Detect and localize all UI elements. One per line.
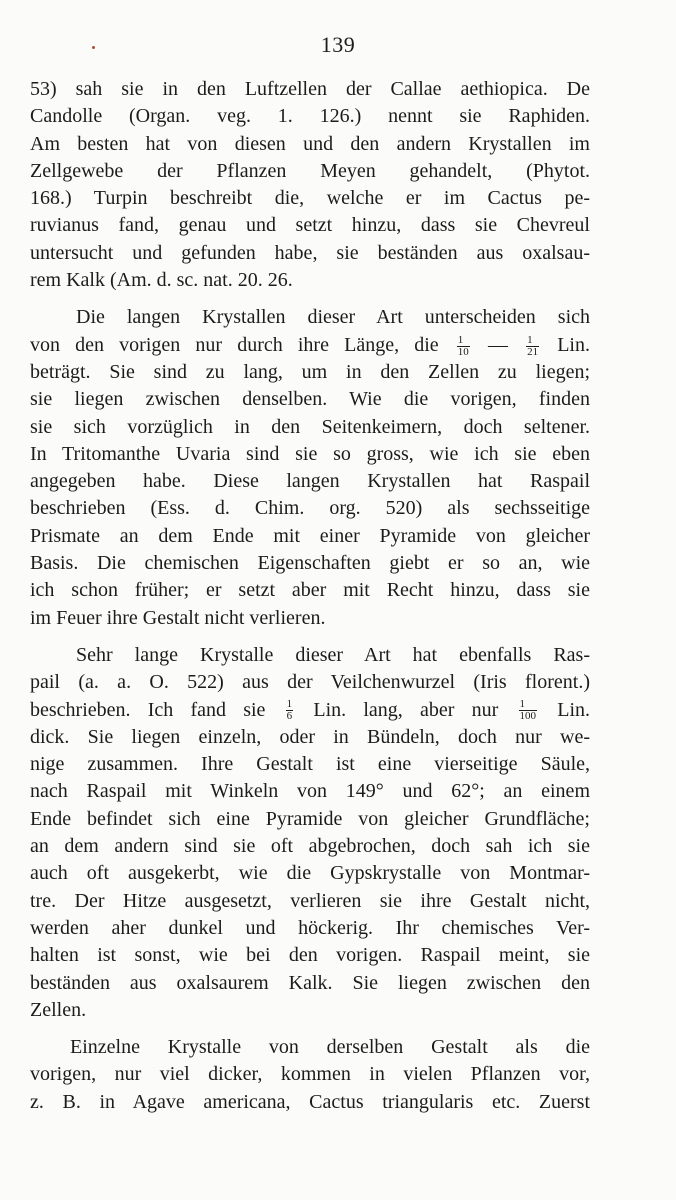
- fraction: [286, 699, 294, 722]
- text-line: Ende befindet sich eine Pyramide von gleicher Grundfläche;: [30, 807, 590, 830]
- text-line: Zellen.: [30, 998, 87, 1021]
- text-line: sie liegen zwischen denselben. Wie die vorigen, finden: [30, 388, 590, 411]
- fraction-numerator: 1: [457, 335, 470, 347]
- text-line: im Feuer ihre Gestalt nicht verlieren.: [30, 606, 326, 629]
- text-line: auch oft ausgekerbt, wie die Gypskrystalle von Montmar-: [30, 862, 590, 885]
- text-segment: von den vorigen nur durch ihre Länge, die: [30, 333, 439, 356]
- text-line: beschrieben (Ess. d. Chim. org. 520) als sechsseitige: [30, 497, 590, 520]
- text-line: rem Kalk (Am. d. sc. nat. 20. 26.: [30, 269, 293, 292]
- text-line: nach Raspail mit Winkeln von 149° und 62°; an einem: [30, 780, 590, 803]
- text-line: Einzelne Krystalle von derselben Gestalt als die: [70, 1036, 590, 1059]
- text-line: angegeben habe. Diese langen Krystallen hat Raspail: [30, 470, 590, 493]
- text-line: Die langen Krystallen dieser Art unterscheiden sich: [76, 306, 590, 329]
- text-line: pail (a. a. O. 522) aus der Veilchenwurzel (Iris florent.): [30, 671, 590, 694]
- text-line-with-fractions: [30, 697, 590, 724]
- text-line: Basis. Die chemischen Eigenschaften giebt er so an, wie: [30, 552, 590, 575]
- text-line: werden aher dunkel und höckerig. Ihr chemisches Ver-: [30, 916, 590, 939]
- text-line: beständen aus oxalsaurem Kalk. Sie liegen zwischen den: [30, 971, 590, 994]
- text-line: 53) sah sie in den Luftzellen der Callae aethiopica. De: [30, 78, 590, 100]
- text-line: dick. Sie liegen einzeln, oder in Bündeln, doch nur we-: [30, 725, 590, 748]
- fraction-denominator: 21: [527, 345, 539, 358]
- text-line: vorigen, nur viel dicker, kommen in vielen Pflanzen vor,: [30, 1063, 590, 1086]
- text-line: an dem andern sind sie oft abgebrochen, doch sah ich sie: [30, 835, 590, 858]
- text-line: ich schon früher; er setzt aber mit Recht hinzu, dass sie: [30, 579, 590, 602]
- text-line: 168.) Turpin beschreibt die, welche er im Cactus pe-: [30, 187, 590, 210]
- page-number: 139: [320, 32, 356, 57]
- text-segment: beschrieben. Ich fand sie: [30, 698, 266, 721]
- text-line: tre. Der Hitze ausgesetzt, verlieren sie ihre Gestalt nicht,: [30, 889, 590, 912]
- fraction-denominator: 6: [286, 710, 293, 723]
- fraction-numerator: 1: [526, 335, 539, 347]
- page-body: [30, 76, 590, 1116]
- text-line: halten ist sonst, wie bei den vorigen. Raspail meint, sie: [30, 944, 590, 967]
- text-line: Am besten hat von diesen und den andern Krystallen im: [30, 132, 590, 155]
- text-line: sie sich vorzüglich in den Seitenkeimern, doch seltener.: [30, 415, 590, 438]
- text-line: Zellgewebe der Pflanzen Meyen gehandelt, (Phytot.: [30, 159, 590, 182]
- fraction-numerator: 1: [286, 698, 293, 711]
- fraction-numerator: 1: [519, 699, 538, 711]
- text-line: Sehr lange Krystalle dieser Art hat ebenfalls Ras-: [76, 643, 590, 666]
- text-segment: Lin.: [557, 333, 590, 356]
- text-line: In Tritomanthe Uvaria sind sie so gross, wie ich sie eben: [30, 442, 590, 465]
- text-segment: Lin.: [557, 698, 591, 721]
- text-line: untersucht und gefunden habe, sie beständen aus oxalsau-: [30, 241, 590, 264]
- fraction-denominator: 10: [457, 345, 469, 358]
- text-line: nige zusammen. Ihre Gestalt ist eine vierseitige Säule,: [30, 753, 590, 776]
- text-segment: —: [487, 333, 508, 356]
- fraction: [519, 699, 538, 722]
- text-segment: Lin. lang, aber nur: [313, 698, 499, 721]
- text-line: Prismate an dem Ende mit einer Pyramide von gleicher: [30, 524, 590, 547]
- fraction-denominator: 100: [519, 710, 537, 723]
- text-line: z. B. in Agave americana, Cactus triangularis etc. Zuerst: [30, 1090, 590, 1113]
- text-line: beträgt. Sie sind zu lang, um in den Zellen zu liegen;: [30, 360, 590, 383]
- fraction: [526, 335, 539, 358]
- text-line: Candolle (Organ. veg. 1. 126.) nennt sie Raphiden.: [30, 105, 590, 128]
- fraction: [457, 335, 470, 358]
- text-line-with-fractions: [30, 332, 590, 359]
- text-line: ruvianus fand, genau und setzt hinzu, dass sie Chevreul: [30, 214, 590, 237]
